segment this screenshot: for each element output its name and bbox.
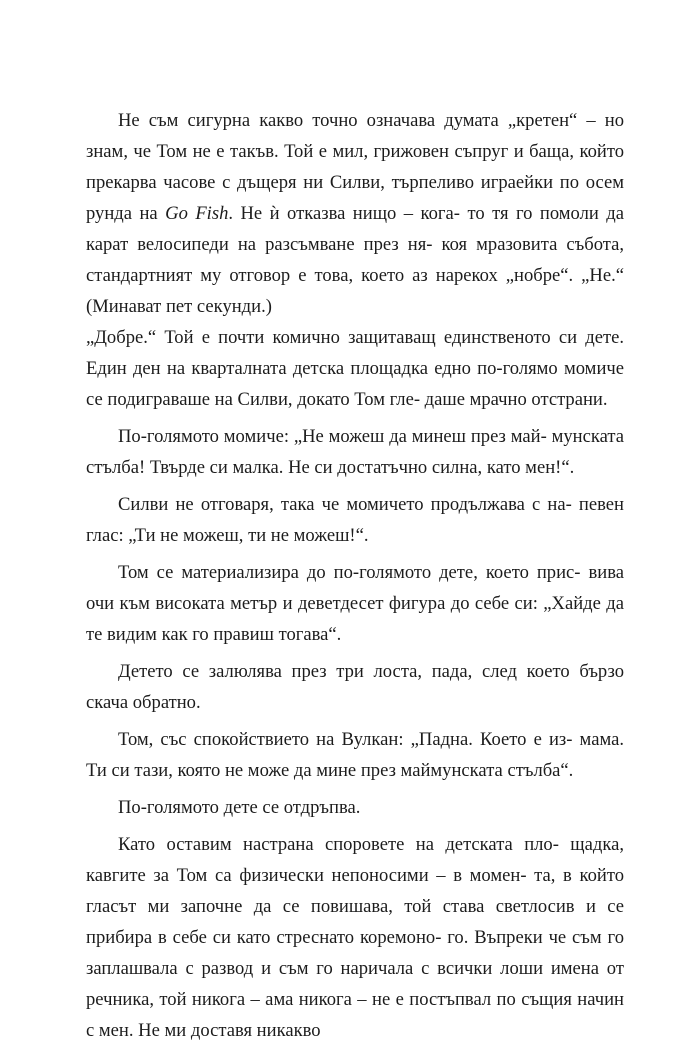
paragraph-7: Том, със спокойствието на Вулкан: „Падна. Което е из- мама. Ти си тази, която не може да мине през маймунската стълба“.	[86, 729, 624, 781]
paragraph-4: Силви не отговаря, така че момичето продължава с на- певен глас: „Ти не можеш, ти не можеш!“.	[86, 494, 624, 546]
paragraph-9: Като оставим настрана споровете на детската пло- щадка, кавгите за Том са физически непоносими – в момен- та, в който гласът ми започне да се повишава, той става светлосив и се прибира в себе си като стреснато коремоно- го. Въпреки че съм го заплашвала с развод и съм го наричала с всички лоши имена от речника, той никога – ама никога – не е постъпвал по същия начин с мен. Не ми доставя никакво	[86, 834, 624, 1041]
paragraph-1: Не съм сигурна какво точно означава думата „кретен“ – но знам, че Том не е такъв. Той е мил, грижовен съпруг и баща, който прекарва часове с дъщеря ни Силви, търпеливо играейки по осем рунда на Go Fish. Не ѝ отказва нищо – кога- то тя го помоли да карат велосипеди на разсъмване през ня- коя мразовита събота, стандартният му отговор е това, което аз нарекох „нобре“. „Не.“ (Минават пет секунди.)	[86, 110, 624, 317]
paragraph-3: По-голямото момиче: „Не можеш да минеш през май- мунската стълба! Твърде си малка. Не си достатъчно силна, като мен!“.	[86, 426, 624, 478]
book-title-italic: Go Fish	[165, 203, 229, 224]
paragraph-2: „Добре.“ Той е почти комично защитаващ единственото си дете. Един ден на кварталната детска площадка едно по-голямо момиче се подиграваше на Силви, докато Том гле- даше мрачно отстрани.	[86, 327, 624, 410]
page-text	[86, 105, 624, 1052]
paragraph-8: По-голямото дете се отдръпва.	[118, 797, 361, 818]
paragraph-5: Том се материализира до по-голямото дете, което прис- вива очи към високата метър и деветдесет фигура до себе си: „Хайде да те видим как го правиш тогава“.	[86, 562, 624, 645]
paragraph-6: Детето се залюлява през три лоста, пада, след което бързо скача обратно.	[86, 661, 624, 713]
